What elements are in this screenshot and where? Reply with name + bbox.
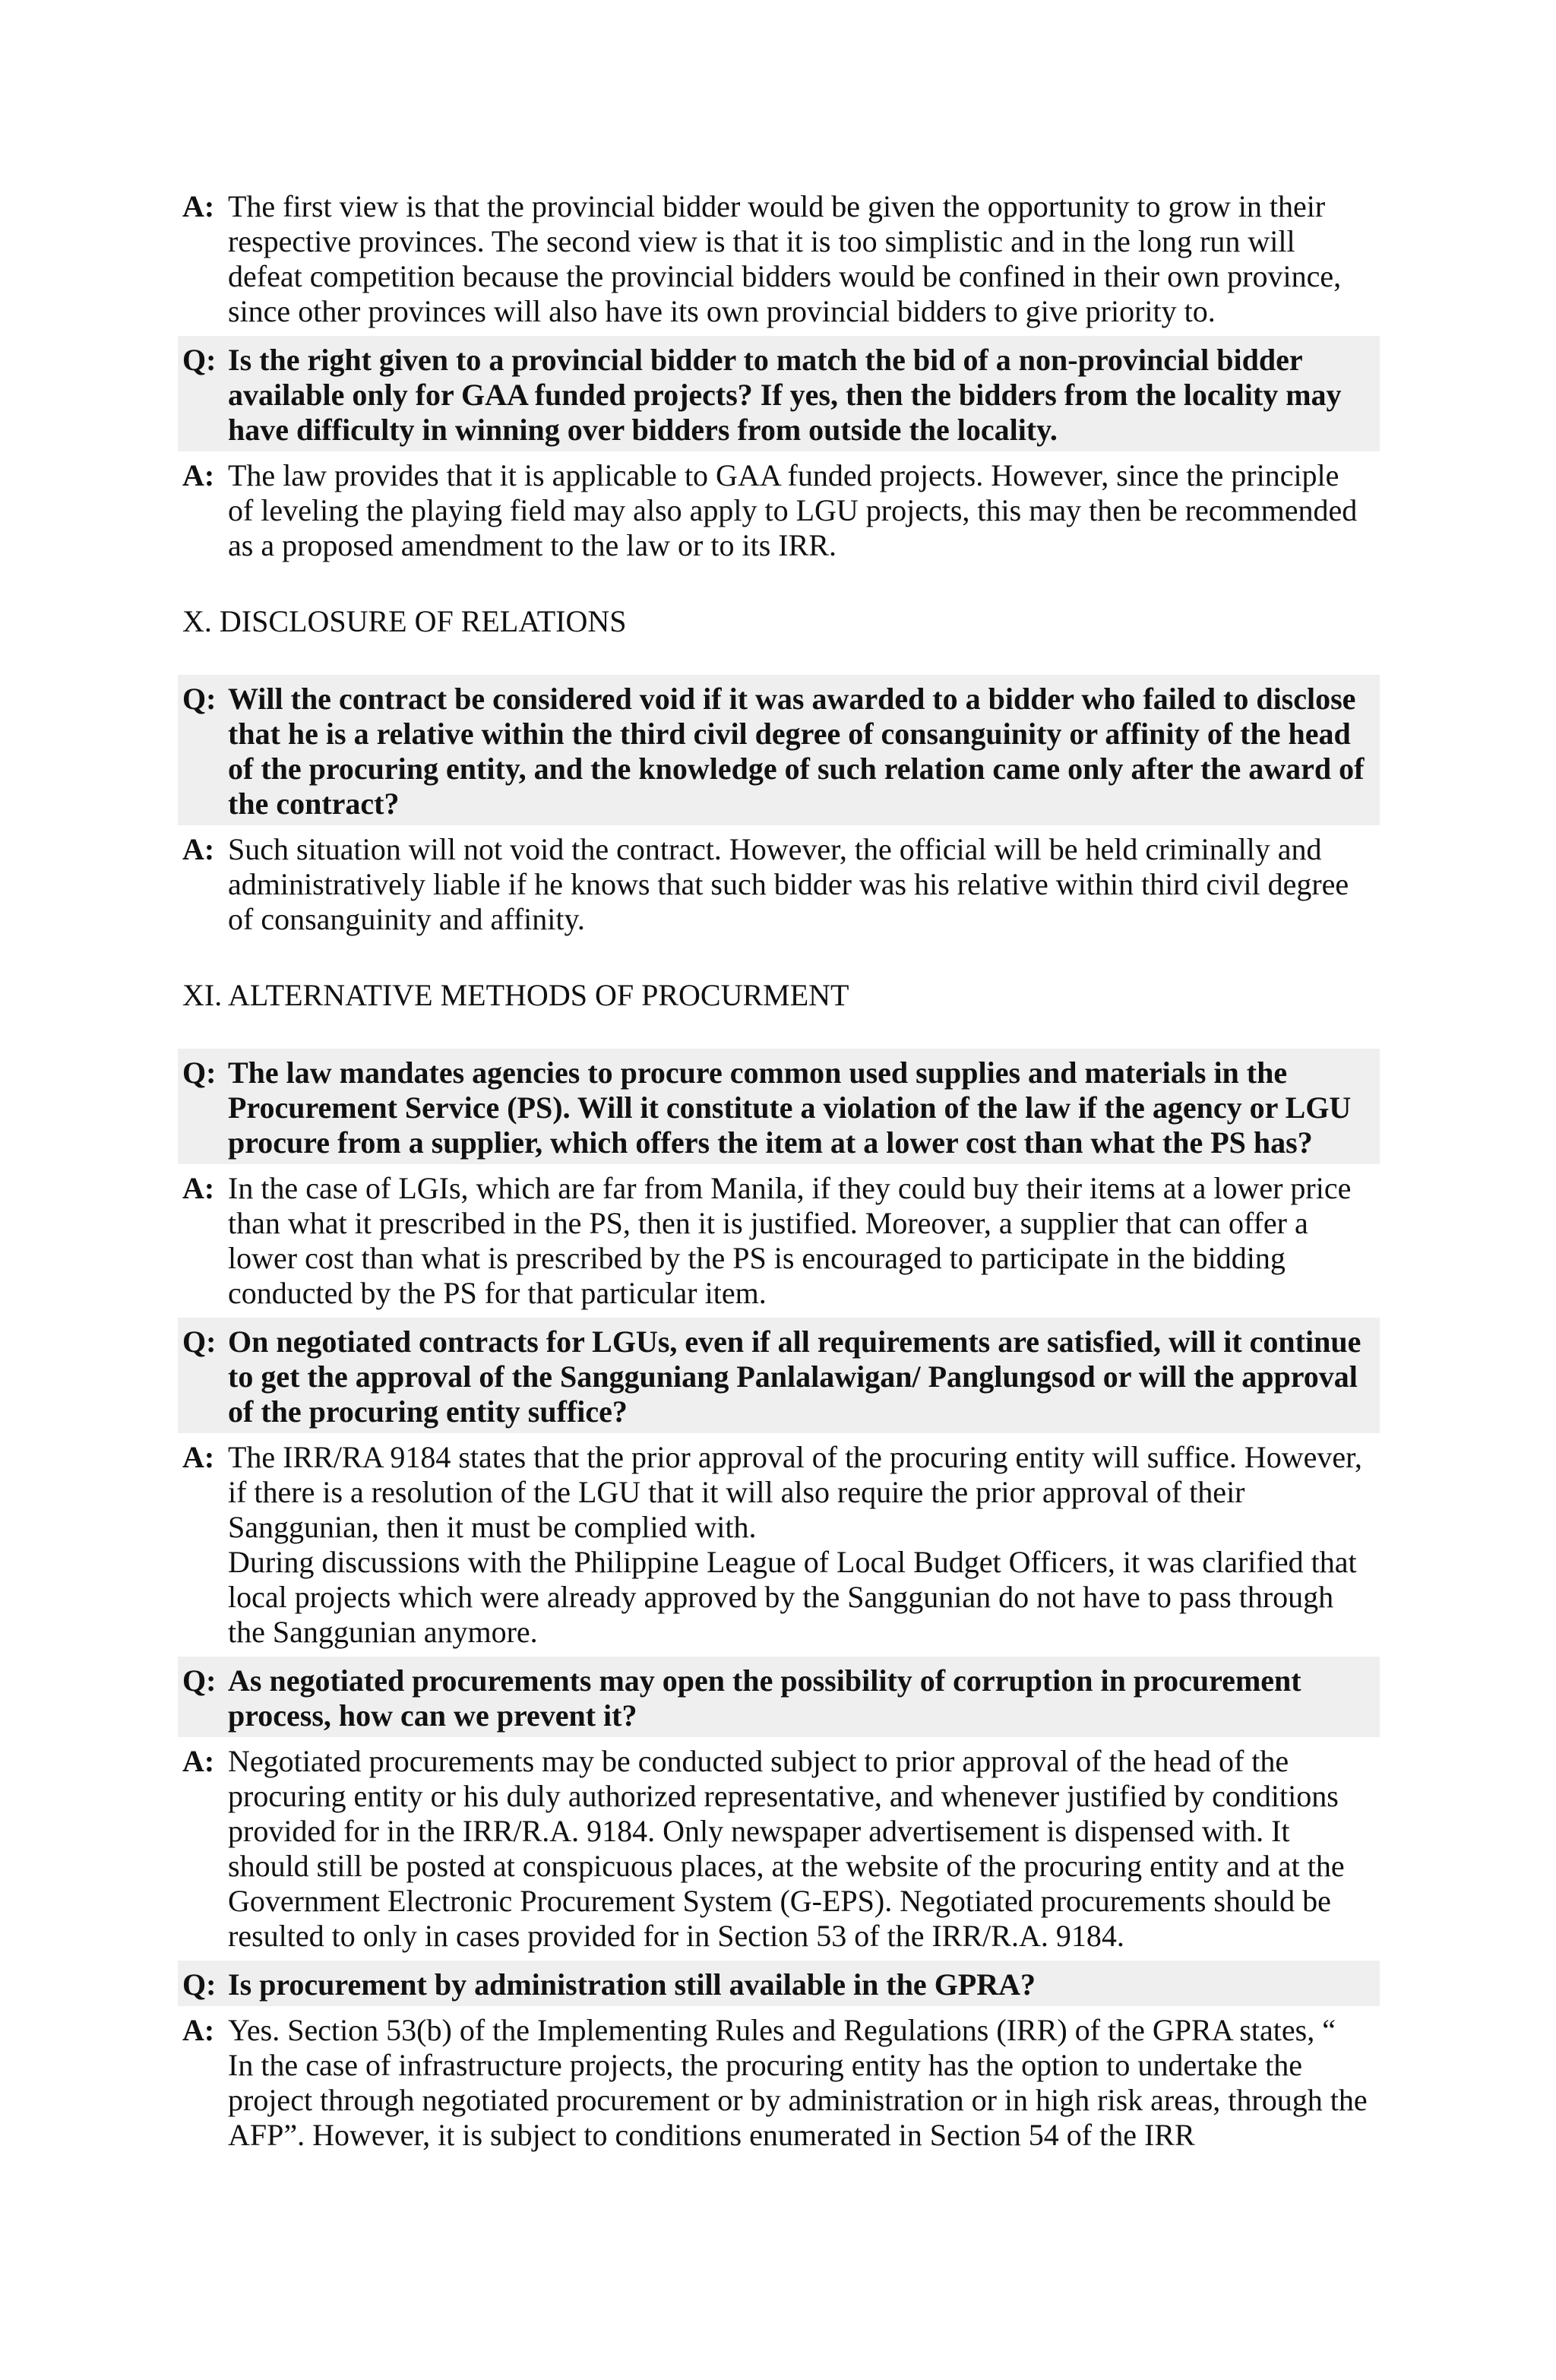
answer-text <box>228 2013 1380 2153</box>
answer-block <box>178 1440 1380 1650</box>
question-text <box>228 343 1380 448</box>
answer-text-line: resulted to only in cases provided for in Section 53 of the IRR/R.A. 9184. <box>228 1919 1124 1953</box>
question-text-line: the contract? <box>228 786 400 821</box>
answer-block <box>178 1171 1380 1311</box>
answer-text-line: since other provinces will also have its own provincial bidders to give priority to. <box>228 294 1216 328</box>
question-text-line: of the procuring entity suffice? <box>228 1394 628 1429</box>
section-heading: X. DISCLOSURE OF RELATIONS <box>182 604 627 638</box>
answer-text-line: lower cost than what is prescribed by the PS is encouraged to participate in the bidding <box>228 1241 1286 1275</box>
qa-content <box>178 0 1380 2153</box>
answer-text-line: than what it prescribed in the PS, then it is justified. Moreover, a supplier that can offer a <box>228 1206 1308 1240</box>
question-label: Q: <box>182 1055 217 1090</box>
question-text-line: On negotiated contracts for LGUs, even if all requirements are satisfied, will it continue <box>228 1325 1362 1359</box>
question-text-line: Procurement Service (PS). Will it constitute a violation of the law if the agency or LGU <box>228 1090 1352 1125</box>
answer-text-line: procuring entity or his duly authorized representative, and whenever justified by conditions <box>228 1779 1339 1813</box>
question-label: Q: <box>182 1663 217 1698</box>
answer-text <box>228 189 1380 329</box>
answer-text <box>228 1440 1380 1650</box>
answer-text-line: conducted by the PS for that particular item. <box>228 1276 767 1310</box>
answer-text <box>228 832 1380 937</box>
answer-text-line: should still be posted at conspicuous places, at the website of the procuring entity and at the <box>228 1849 1345 1883</box>
answer-text <box>228 458 1380 563</box>
answer-text-line: AFP”. However, it is subject to conditions enumerated in Section 54 of the IRR <box>228 2118 1195 2152</box>
question-block <box>178 1961 1380 2006</box>
answer-text-line: Such situation will not void the contract. However, the official will be held criminally and <box>228 832 1322 866</box>
answer-text-line: The law provides that it is applicable to GAA funded projects. However, since the principle <box>228 458 1339 492</box>
question-text-line: that he is a relative within the third civil degree of consanguinity or affinity of the head <box>228 717 1351 751</box>
answer-text-line: the Sanggunian anymore. <box>228 1615 538 1649</box>
question-block <box>178 1318 1380 1433</box>
section-heading: XI. ALTERNATIVE METHODS OF PROCURMENT <box>182 978 849 1012</box>
answer-text-line: In the case of LGIs, which are far from Manila, if they could buy their items at a lower price <box>228 1171 1352 1205</box>
question-text-line: procure from a supplier, which offers the item at a lower cost than what the PS has? <box>228 1125 1313 1160</box>
answer-label: A: <box>182 189 215 223</box>
question-block <box>178 1657 1380 1737</box>
question-text-line: to get the approval of the Sangguniang Panlalawigan/ Panglungsod or will the approval <box>228 1359 1358 1394</box>
question-text-line: available only for GAA funded projects? If yes, then the bidders from the locality may <box>228 378 1342 412</box>
answer-text-line: defeat competition because the provincial bidders would be confined in their own province, <box>228 259 1342 293</box>
question-text <box>228 1055 1380 1160</box>
question-text <box>228 1325 1380 1429</box>
question-label: Q: <box>182 1325 217 1359</box>
question-text <box>228 682 1380 821</box>
answer-block <box>178 458 1380 563</box>
answer-text-line: During discussions with the Philippine League of Local Budget Officers, it was clarified that <box>228 1545 1357 1579</box>
question-text-line: Is the right given to a provincial bidder to match the bid of a non-provincial bidder <box>228 343 1303 377</box>
answer-text-line: of leveling the playing field may also apply to LGU projects, this may then be recommended <box>228 493 1358 527</box>
answer-label: A: <box>182 1744 215 1778</box>
question-text-line: The law mandates agencies to procure common used supplies and materials in the <box>228 1055 1288 1090</box>
answer-label: A: <box>182 832 215 866</box>
question-block <box>178 336 1380 451</box>
answer-text-line: In the case of infrastructure projects, the procuring entity has the option to undertake the <box>228 2048 1302 2082</box>
answer-block <box>178 189 1380 329</box>
answer-label: A: <box>182 1440 215 1474</box>
question-label: Q: <box>182 1967 217 2002</box>
question-text-line: Will the contract be considered void if it was awarded to a bidder who failed to disclose <box>228 682 1356 716</box>
question-label: Q: <box>182 343 217 377</box>
answer-label: A: <box>182 458 215 492</box>
answer-text-line: The IRR/RA 9184 states that the prior approval of the procuring entity will suffice. However, <box>228 1440 1362 1474</box>
answer-block <box>178 1744 1380 1954</box>
answer-text-line: Negotiated procurements may be conducted subject to prior approval of the head of the <box>228 1744 1289 1778</box>
question-text-line: process, how can we prevent it? <box>228 1698 637 1733</box>
question-text <box>228 1967 1380 2002</box>
question-text-line: Is procurement by administration still available in the GPRA? <box>228 1967 1036 2002</box>
answer-text-line: if there is a resolution of the LGU that it will also require the prior approval of their <box>228 1475 1245 1509</box>
answer-text-line: respective provinces. The second view is that it is too simplistic and in the long run will <box>228 224 1295 258</box>
answer-label: A: <box>182 1171 215 1205</box>
question-text-line: As negotiated procurements may open the possibility of corruption in procurement <box>228 1663 1301 1698</box>
answer-text-line: project through negotiated procurement or by administration or in high risk areas, through the <box>228 2083 1368 2117</box>
answer-text <box>228 1171 1380 1311</box>
answer-text-line: provided for in the IRR/R.A. 9184. Only newspaper advertisement is dispensed with. It <box>228 1814 1290 1848</box>
answer-text-line: as a proposed amendment to the law or to its IRR. <box>228 528 837 562</box>
answer-text-line: The first view is that the provincial bidder would be given the opportunity to grow in their <box>228 189 1326 223</box>
answer-block <box>178 832 1380 937</box>
question-block <box>178 1049 1380 1164</box>
question-text-line: of the procuring entity, and the knowledge of such relation came only after the award of <box>228 752 1365 786</box>
answer-block <box>178 2013 1380 2153</box>
question-text-line: have difficulty in winning over bidders from outside the locality. <box>228 413 1058 447</box>
answer-text-line: Sanggunian, then it must be complied with. <box>228 1510 757 1544</box>
question-block <box>178 675 1380 825</box>
answer-text-line: of consanguinity and affinity. <box>228 902 585 936</box>
answer-text-line: administratively liable if he knows that such bidder was his relative within third civil degree <box>228 867 1349 901</box>
question-label: Q: <box>182 682 217 716</box>
question-text <box>228 1663 1380 1733</box>
answer-text-line: local projects which were already approved by the Sanggunian do not have to pass through <box>228 1580 1334 1614</box>
answer-text-line: Yes. Section 53(b) of the Implementing Rules and Regulations (IRR) of the GPRA states, “ <box>228 2013 1336 2047</box>
answer-text-line: Government Electronic Procurement System (G-EPS). Negotiated procurements should be <box>228 1884 1331 1918</box>
answer-text <box>228 1744 1380 1954</box>
answer-label: A: <box>182 2013 215 2047</box>
